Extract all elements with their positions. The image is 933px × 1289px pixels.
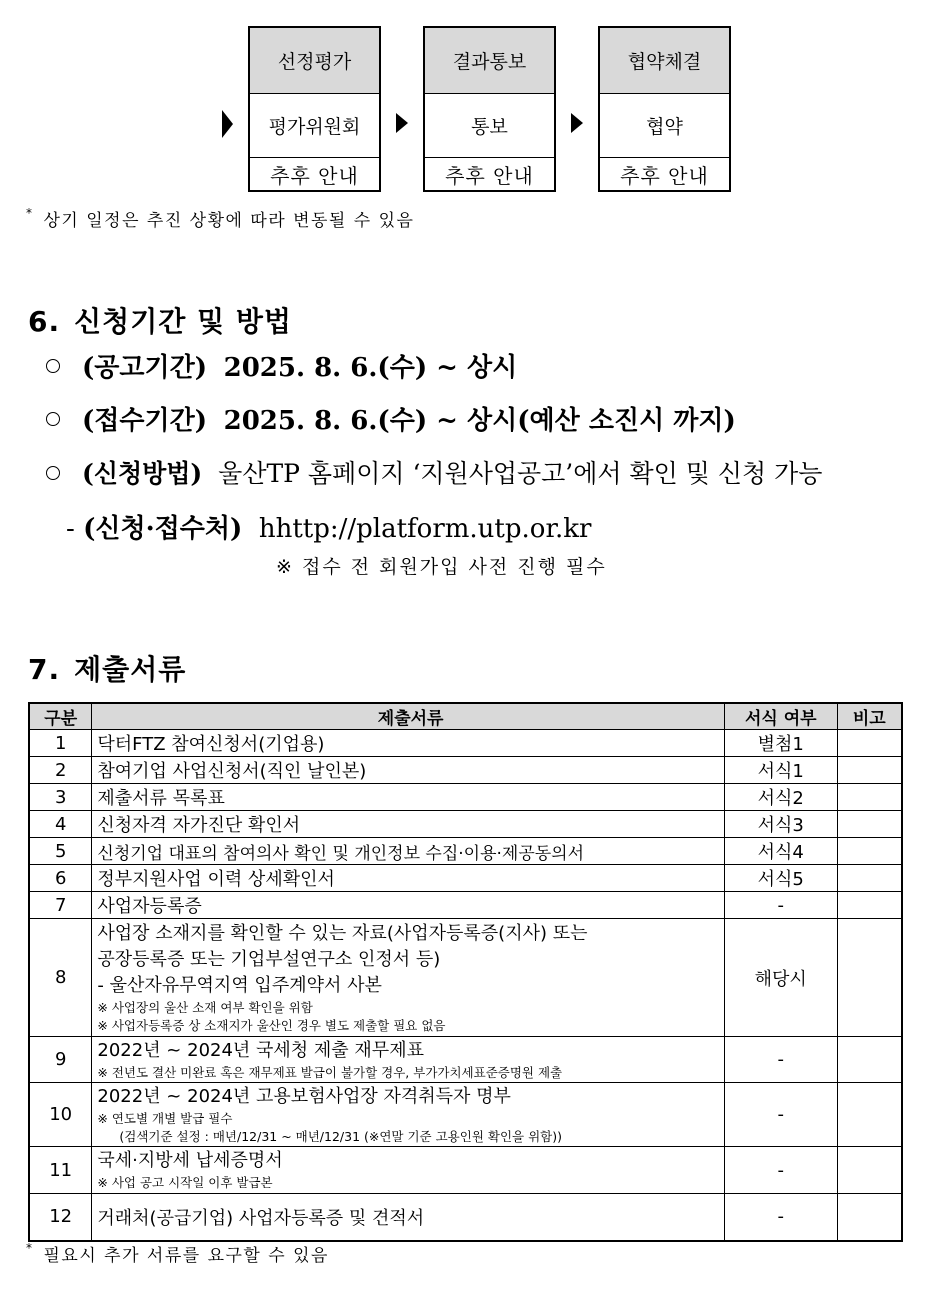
row-document-line: - 울산자유무역지역 입주계약서 사본	[97, 974, 382, 996]
method-value: 울산TP 홈페이지 ‘지원사업공고’에서 확인 및 신청 가능	[218, 459, 823, 488]
row-remark	[837, 1083, 902, 1147]
row-form: -	[724, 1147, 837, 1194]
row-document: 사업자등록증	[92, 892, 724, 919]
row-document-line: 공장등록증 또는 기업부설연구소 인정서 등)	[97, 948, 441, 970]
table-row	[29, 838, 902, 865]
table-row	[29, 865, 902, 892]
flow-arrow	[396, 113, 408, 133]
row-number: 3	[29, 784, 92, 811]
row-remark	[837, 1147, 902, 1194]
table-row	[29, 1083, 902, 1147]
row-document-note: (검색기준 설정 : 매년/12/31 ~ 매년/12/31 (※연말 기준 고용인원 확인을 위함))	[119, 1128, 562, 1144]
row-document-note: ※ 사업장의 울산 소재 여부 확인을 위함	[97, 999, 313, 1015]
flow-step-foot: 추후 안내	[270, 163, 359, 188]
row-number: 8	[29, 919, 92, 1037]
row-remark	[837, 811, 902, 838]
row-number: 10	[29, 1083, 92, 1147]
receipt-label: (접수기간)	[82, 406, 208, 436]
row-form: 별첨1	[724, 730, 837, 757]
row-document	[92, 919, 724, 1037]
row-document	[92, 1083, 724, 1147]
row-number: 12	[29, 1194, 92, 1241]
receipt-line	[46, 400, 736, 437]
flow-arrow	[571, 113, 583, 133]
destination-note-text: ※ 접수 전 회원가입 사전 진행 필수	[276, 556, 607, 578]
header-form: 서식 여부	[724, 703, 837, 730]
row-number: 5	[29, 838, 92, 865]
flow-note-text: 상기 일정은 추진 상황에 따라 변동될 수 있음	[43, 211, 415, 231]
row-remark	[837, 1037, 902, 1083]
header-note: 비고	[837, 703, 902, 730]
row-form: -	[724, 1083, 837, 1147]
flow-step-body: 협약	[600, 94, 729, 158]
row-document-line: 2022년 ~ 2024년 고용보험사업장 자격취득자 명부	[97, 1085, 511, 1107]
row-form: -	[724, 1194, 837, 1241]
header-doc: 제출서류	[92, 703, 724, 730]
header-no: 구분	[29, 703, 92, 730]
row-remark	[837, 757, 902, 784]
method-label: (신청방법)	[82, 459, 203, 488]
table-row	[29, 784, 902, 811]
row-form: 서식3	[724, 811, 837, 838]
row-remark	[837, 838, 902, 865]
table-row	[29, 919, 902, 1037]
section-6-title	[28, 300, 292, 340]
row-form: 서식5	[724, 865, 837, 892]
flow-step-head: 결과통보	[425, 28, 554, 94]
flow-step-head: 선정평가	[250, 28, 379, 94]
row-document	[92, 1037, 724, 1083]
row-document	[92, 1147, 724, 1194]
row-number: 4	[29, 811, 92, 838]
flow-note	[26, 206, 414, 231]
row-remark	[837, 865, 902, 892]
destination-note	[276, 552, 607, 579]
row-document: 신청자격 자가진단 확인서	[92, 811, 724, 838]
row-document-note: ※ 사업 공고 시작일 이후 발급본	[97, 1175, 273, 1190]
table-row	[29, 1037, 902, 1083]
row-remark	[837, 892, 902, 919]
asterisk-icon: *	[26, 206, 34, 220]
row-remark	[837, 784, 902, 811]
table-row	[29, 811, 902, 838]
section-7-title	[28, 648, 186, 688]
row-document: 정부지원사업 이력 상세확인서	[92, 865, 724, 892]
footnote-text: 필요시 추가 서류를 요구할 수 있음	[43, 1246, 329, 1266]
row-document: 제출서류 목록표	[92, 784, 724, 811]
row-document: 거래처(공급기업) 사업자등록증 및 견적서	[92, 1194, 724, 1241]
row-form: 서식4	[724, 838, 837, 865]
section-number: 6.	[28, 305, 61, 338]
flow-step-3	[598, 26, 731, 192]
period-label: (공고기간)	[82, 353, 208, 383]
row-number: 2	[29, 757, 92, 784]
table-row	[29, 757, 902, 784]
row-document-line: 국세·지방세 납세증명서	[97, 1150, 283, 1171]
documents-table	[28, 702, 903, 1242]
row-form: -	[724, 892, 837, 919]
section-title-text: 제출서류	[74, 653, 187, 686]
row-number: 7	[29, 892, 92, 919]
table-row	[29, 892, 902, 919]
row-remark	[837, 1194, 902, 1241]
row-form: 서식2	[724, 784, 837, 811]
row-document-note: ※ 연도별 개별 발급 필수	[97, 1110, 233, 1126]
receipt-value: 2025. 8. 6.(수) ~ 상시(예산 소진시 까지)	[223, 406, 736, 436]
asterisk-icon: *	[26, 1241, 34, 1255]
circle-bullet-icon	[46, 412, 60, 426]
destination-label: (신청·접수처)	[83, 514, 243, 544]
row-form: 해당시	[724, 919, 837, 1037]
table-row	[29, 1147, 902, 1194]
row-document: 닥터FTZ 참여신청서(기업용)	[92, 730, 724, 757]
method-line	[46, 454, 822, 490]
row-form: -	[724, 1037, 837, 1083]
flow-step-foot: 추후 안내	[445, 163, 534, 188]
table-row	[29, 1194, 902, 1241]
row-document-line: 사업장 소재지를 확인할 수 있는 자료(사업자등록증(지사) 또는	[97, 922, 588, 944]
row-remark	[837, 730, 902, 757]
flow-step-2	[423, 26, 556, 192]
period-value: 2025. 8. 6.(수) ~ 상시	[223, 353, 518, 383]
row-document: 신청기업 대표의 참여의사 확인 및 개인정보 수집·이용·제공동의서	[92, 838, 724, 865]
row-number: 11	[29, 1147, 92, 1194]
table-header-row	[29, 703, 902, 730]
flow-step-head: 협약체결	[600, 28, 729, 94]
row-document-line: 2022년 ~ 2024년 국세청 제출 재무제표	[97, 1039, 424, 1061]
section-number: 7.	[28, 653, 61, 686]
table-footnote	[26, 1241, 329, 1266]
row-remark	[837, 919, 902, 1037]
row-number: 9	[29, 1037, 92, 1083]
row-number: 1	[29, 730, 92, 757]
section-title-text: 신청기간 및 방법	[74, 305, 292, 338]
flow-step-foot: 추후 안내	[620, 163, 709, 188]
flow-arrow-start	[222, 110, 233, 138]
row-number: 6	[29, 865, 92, 892]
row-document-note: ※ 전년도 결산 미완료 혹은 재무제표 발급이 불가할 경우, 부가가치세표준증명원 제출	[97, 1064, 563, 1080]
circle-bullet-icon	[46, 466, 60, 480]
flow-step-body: 평가위원회	[250, 94, 379, 158]
destination-line	[66, 508, 591, 545]
flow-step-1	[248, 26, 381, 192]
flow-step-body: 통보	[425, 94, 554, 158]
period-line	[46, 347, 517, 384]
dash-marker: -	[66, 514, 84, 544]
row-document-note: ※ 사업자등록증 상 소재지가 울산인 경우 별도 제출할 필요 없음	[97, 1017, 446, 1033]
circle-bullet-icon	[46, 359, 60, 373]
row-document: 참여기업 사업신청서(직인 날인본)	[92, 757, 724, 784]
row-form: 서식1	[724, 757, 837, 784]
destination-url[interactable]: hhttp://platform.utp.or.kr	[258, 514, 592, 544]
table-row	[29, 730, 902, 757]
